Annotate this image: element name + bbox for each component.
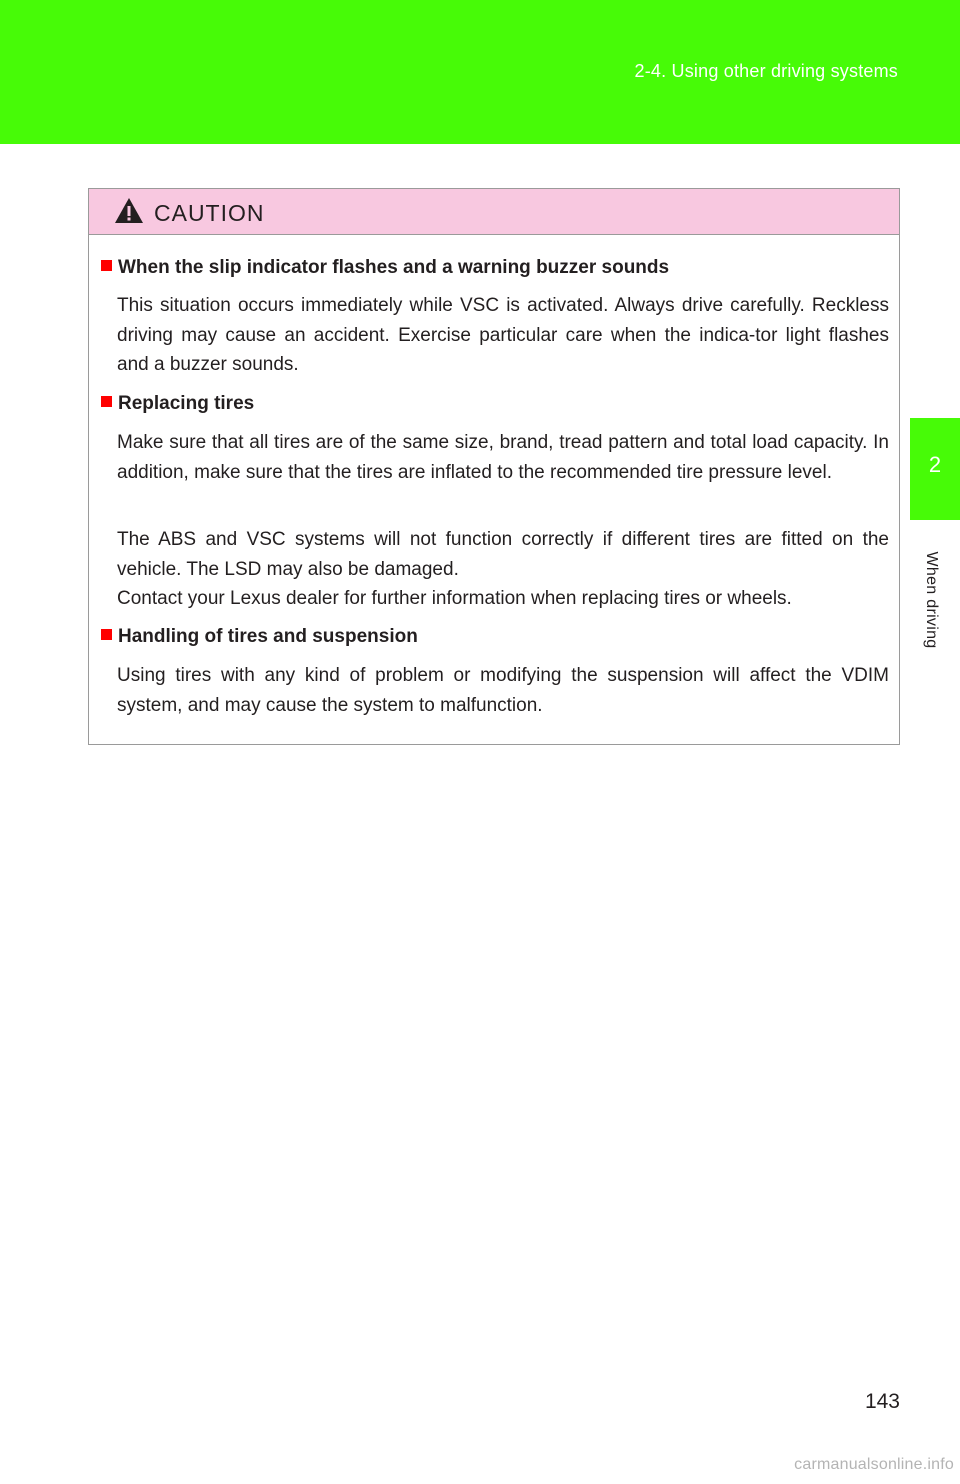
red-square-bullet-icon xyxy=(101,260,112,271)
item-paragraph: This situation occurs immediately while VSC is activated. Always drive carefully. Reckless driving may cause an accident. Exercise particular care when the indica-tor light flashes and a buzzer sounds. xyxy=(117,295,889,375)
watermark: carmanualsonline.info xyxy=(794,1456,954,1473)
item-heading-text: When the slip indicator flashes and a warning buzzer sounds xyxy=(118,257,670,278)
chapter-label-container xyxy=(916,530,940,670)
red-square-bullet-icon xyxy=(101,396,112,407)
item-paragraph: Contact your Lexus dealer for further information when replacing tires or wheels. xyxy=(117,588,792,609)
warning-triangle-icon xyxy=(114,197,144,224)
item-heading xyxy=(101,257,669,279)
chapter-number: 2 xyxy=(928,452,942,477)
caution-header xyxy=(89,189,899,235)
header-band xyxy=(0,0,960,144)
item-heading-text: Handling of tires and suspension xyxy=(118,626,418,647)
chapter-label: When driving xyxy=(923,551,940,649)
item-heading xyxy=(101,393,254,415)
item-paragraph: Using tires with any kind of problem or modifying the suspension will affect the VDIM system, and may cause the system to malfunction. xyxy=(117,665,889,716)
item-paragraph: The ABS and VSC systems will not function correctly if different tires are fitted on the vehicle. The LSD may also be damaged. xyxy=(117,529,889,580)
item-heading xyxy=(101,626,418,648)
caution-box xyxy=(88,188,900,745)
chapter-tab xyxy=(910,418,960,520)
item-paragraph: Make sure that all tires are of the same size, brand, tread pattern and total load capacity. In addition, make sure that the tires are inflated to the recommended tire pressure level. xyxy=(117,432,889,483)
item-heading-text: Replacing tires xyxy=(118,393,255,414)
page-number: 143 xyxy=(864,1390,900,1413)
red-square-bullet-icon xyxy=(101,629,112,640)
section-title: 2-4. Using other driving systems xyxy=(634,61,898,81)
caution-title: CAUTION xyxy=(154,200,265,226)
